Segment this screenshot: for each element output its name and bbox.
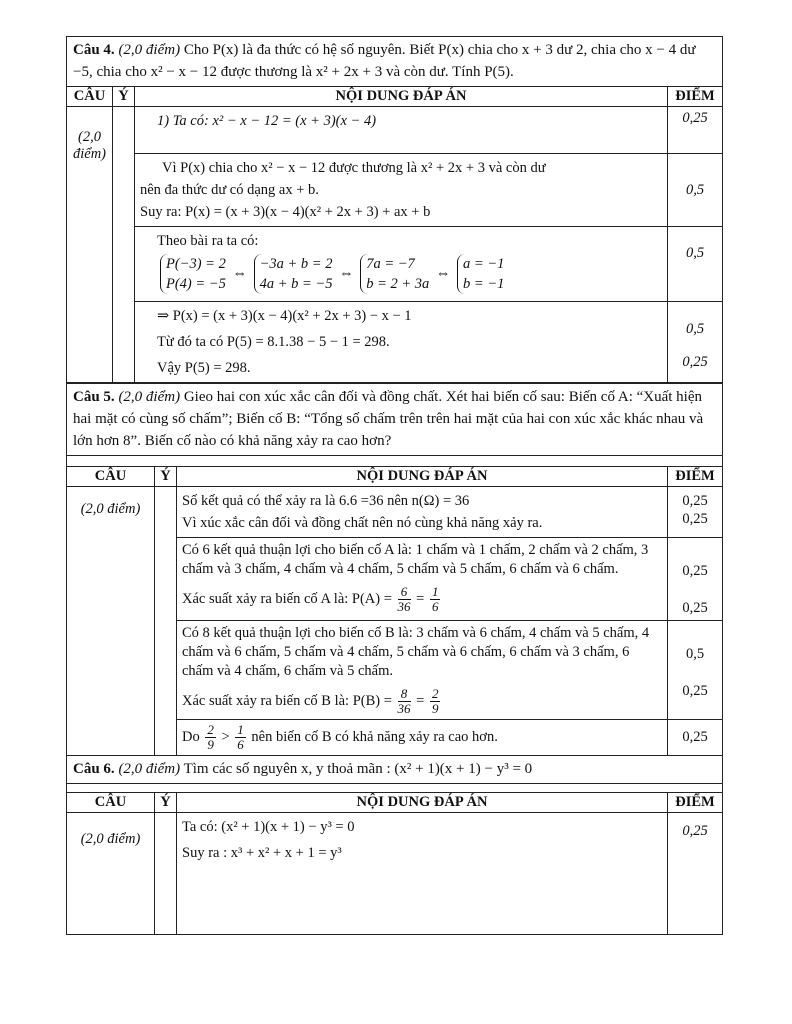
q5-step-4 — [177, 720, 668, 756]
q5-score-2b: 0,25 — [682, 600, 708, 616]
equiv-arrow-3: ⇔ — [435, 265, 451, 282]
q5-prob-a-label: Xác suất xảy ra biến cố A là: P(A) = — [182, 590, 392, 607]
q4-score-4b: 0,25 — [682, 354, 708, 370]
q5-score-2 — [668, 538, 723, 621]
header-y: Ý — [155, 467, 177, 487]
sys1-eq2: P(4) = −5 — [166, 276, 226, 292]
sys4-eq1: a = −1 — [463, 256, 505, 272]
q4-number: Câu 4. — [73, 42, 115, 58]
q5-score-1 — [668, 487, 723, 538]
q5-score-3b: 0,25 — [682, 683, 708, 699]
q5-step-2 — [177, 538, 668, 621]
q5-step-3 — [177, 621, 668, 720]
table-row — [67, 107, 723, 154]
frac-den: 6 — [237, 737, 244, 752]
header-y: Ý — [155, 793, 177, 813]
frac-num: 1 — [237, 722, 244, 737]
fraction — [430, 687, 441, 716]
q5-header-row — [67, 467, 723, 487]
fraction — [235, 723, 246, 752]
q5-prompt — [66, 383, 723, 456]
q4-score-4 — [668, 302, 723, 383]
q6-step-1 — [177, 813, 668, 935]
q4-header-row — [67, 87, 723, 107]
q5-prob-a — [182, 585, 662, 614]
fraction — [398, 687, 411, 716]
frac-den: 36 — [397, 599, 411, 614]
q5-step-1-line-1: Số kết quả có thể xảy ra là 6.6 =36 nên n(Ω) = 36 — [182, 493, 470, 509]
system-2 — [254, 254, 333, 294]
header-diem: ĐIỂM — [668, 793, 723, 813]
q5-score-3a: 0,5 — [685, 646, 705, 662]
header-cau: CÂU — [67, 793, 155, 813]
fraction — [430, 585, 441, 614]
system-4 — [457, 254, 504, 294]
q4-step-4-line-1: ⇒ P(x) = (x + 3)(x − 4)(x² + 2x + 3) − x − 1 — [157, 308, 412, 324]
equiv-arrow-2: ⇔ — [339, 265, 354, 282]
q4-step-3-intro: Theo bài ra ta có: — [157, 233, 259, 249]
q4-step-1 — [135, 107, 668, 154]
q5-do: Do — [182, 728, 200, 745]
q4-score-1: 0,25 — [668, 107, 723, 154]
q5-points: (2,0 điểm) — [118, 389, 181, 405]
fraction — [398, 585, 411, 614]
header-noidung: NỘI DUNG ĐÁP ÁN — [177, 467, 668, 487]
q4-score-2: 0,5 — [668, 154, 723, 227]
equiv-arrow-1: ⇔ — [232, 265, 247, 282]
header-diem: ĐIỂM — [668, 87, 723, 107]
q6-points: (2,0 điểm) — [118, 761, 181, 777]
q4-step-2-line-1: Vì P(x) chia cho x² − x − 12 được thương là x² + 2x + 3 và còn dư — [162, 160, 546, 176]
q5-conclusion: nên biến cố B có khả năng xảy ra cao hơn. — [251, 728, 498, 745]
spacer — [66, 456, 723, 466]
q4-step-3 — [135, 227, 668, 302]
sys3-eq2: b = 2 + 3a — [366, 276, 430, 292]
q5-score-1a: 0,25 — [682, 493, 708, 509]
q4-score-4a: 0,5 — [685, 321, 705, 337]
q5-y-cell — [155, 487, 177, 756]
sys3-eq1: 7a = −7 — [366, 256, 415, 272]
equals: = — [416, 590, 425, 607]
spacer — [66, 784, 723, 792]
header-noidung: NỘI DUNG ĐÁP ÁN — [135, 87, 668, 107]
q4-points: (2,0 điểm) — [118, 42, 181, 58]
q4-answer-table — [66, 86, 723, 383]
q6-y-cell — [155, 813, 177, 935]
q4-step-2 — [135, 154, 668, 227]
q4-y-cell — [113, 107, 135, 383]
frac-den: 36 — [397, 701, 411, 716]
q6-answer-table — [66, 792, 723, 935]
q4-step-2-line-3: Suy ra: P(x) = (x + 3)(x − 4)(x² + 2x + 3) + ax + b — [140, 204, 431, 220]
q5-cau-label: (2,0 điểm) — [67, 487, 155, 756]
fraction — [205, 723, 216, 752]
frac-num: 2 — [431, 686, 439, 701]
table-row — [67, 487, 723, 538]
q6-text: Tìm các số nguyên x, y thoả mãn : (x² + 1)(x + 1) − y³ = 0 — [183, 761, 533, 777]
q4-step-1-line: 1) Ta có: x² − x − 12 = (x + 3)(x − 4) — [157, 113, 377, 129]
q6-score-1: 0,25 — [668, 813, 723, 935]
system-1 — [160, 254, 226, 294]
table-row — [67, 154, 723, 227]
sys2-eq2: 4a + b = −5 — [259, 276, 333, 292]
q4-score-3: 0,5 — [668, 227, 723, 302]
q5-step-2-text: Có 6 kết quả thuận lợi cho biến cố A là: 1 chấm và 1 chấm, 2 chấm và 2 chấm, 3 chấm và 3 chấm, 4 chấm và 4 chấm, 5 chấm và 5 chấm, 6 chấm và 6 chấm. — [182, 542, 649, 577]
frac-num: 6 — [398, 585, 411, 600]
q5-prob-b-label: Xác suất xảy ra biến cố B là: P(B) = — [182, 692, 392, 709]
frac-num: 2 — [207, 722, 214, 737]
equals: = — [416, 692, 425, 709]
frac-den: 9 — [207, 737, 214, 752]
q5-score-1b: 0,25 — [682, 511, 708, 527]
frac-den: 9 — [431, 701, 439, 716]
q5-step-3-text: Có 8 kết quả thuận lợi cho biến cố B là: 3 chấm và 6 chấm, 4 chấm và 5 chấm, 4 chấm và 6 chấm, 5 chấm và 4 chấm, 5 chấm và 6 chấm, 6 chấm và 3 chấm, 6 chấm và 4 chấm, 6 chấm và 5 chấm. — [182, 625, 650, 679]
header-y: Ý — [113, 87, 135, 107]
q6-cau-label: (2,0 điểm) — [67, 813, 155, 935]
sys1-eq1: P(−3) = 2 — [166, 256, 226, 272]
q4-cau-label: (2,0 điểm) — [67, 107, 113, 383]
q5-score-2a: 0,25 — [682, 563, 708, 579]
header-cau: CÂU — [67, 467, 155, 487]
header-noidung: NỘI DUNG ĐÁP ÁN — [177, 793, 668, 813]
q5-step-1-line-2: Vì xúc xắc cân đối và đồng chất nên nó cùng khả năng xảy ra. — [182, 515, 543, 531]
q6-number: Câu 6. — [73, 761, 115, 777]
greater-than: > — [221, 728, 230, 745]
q4-prompt — [66, 36, 723, 86]
q5-number: Câu 5. — [73, 389, 115, 405]
header-diem: ĐIỂM — [668, 467, 723, 487]
frac-num: 8 — [398, 687, 411, 702]
table-row — [67, 302, 723, 383]
q4-step-2-line-2: nên đa thức dư có dạng ax + b. — [140, 182, 319, 198]
q6-prompt — [66, 756, 723, 784]
q5-score-4: 0,25 — [668, 720, 723, 756]
q5-answer-table — [66, 466, 723, 756]
q4-step-4 — [135, 302, 668, 383]
answer-key-page — [66, 36, 723, 935]
system-3 — [360, 254, 429, 294]
q5-step-1 — [177, 487, 668, 538]
frac-den: 6 — [431, 599, 439, 614]
q4-text: Cho P(x) là đa thức có hệ số nguyên. Biết P(x) chia cho x + 3 dư 2, chia cho x − 4 dư −5, chia cho x² − x − 12 được thương là x² + 2x + 3 và còn dư. Tính P(5). — [73, 42, 696, 80]
q6-line-1: Ta có: (x² + 1)(x + 1) − y³ = 0 — [182, 819, 355, 835]
q5-prob-b — [182, 687, 662, 716]
frac-num: 1 — [431, 584, 439, 599]
q6-line-2: Suy ra : x³ + x² + x + 1 = y³ — [182, 845, 342, 861]
q4-step-4-line-3: Vậy P(5) = 298. — [157, 360, 251, 376]
sys4-eq2: b = −1 — [463, 276, 505, 292]
q6-header-row — [67, 793, 723, 813]
table-row — [67, 227, 723, 302]
q4-system-equations — [157, 252, 662, 298]
sys2-eq1: −3a + b = 2 — [259, 256, 333, 272]
header-cau: CÂU — [67, 87, 113, 107]
q4-step-4-line-2: Từ đó ta có P(5) = 8.1.38 − 5 − 1 = 298. — [157, 334, 390, 350]
q5-text: Gieo hai con xúc xắc cân đối và đồng chất. Xét hai biến cố sau: Biến cố A: “Xuất hiện hai mặt có cùng số chấm”; Biến cố B: “Tổng số chấm trên trên hai mặt của hai con xúc xắc khác nhau và lớn hơn 8”. Biến cố nào có khả năng xảy ra cao hơn? — [73, 389, 704, 449]
q5-score-3 — [668, 621, 723, 720]
table-row — [67, 813, 723, 935]
